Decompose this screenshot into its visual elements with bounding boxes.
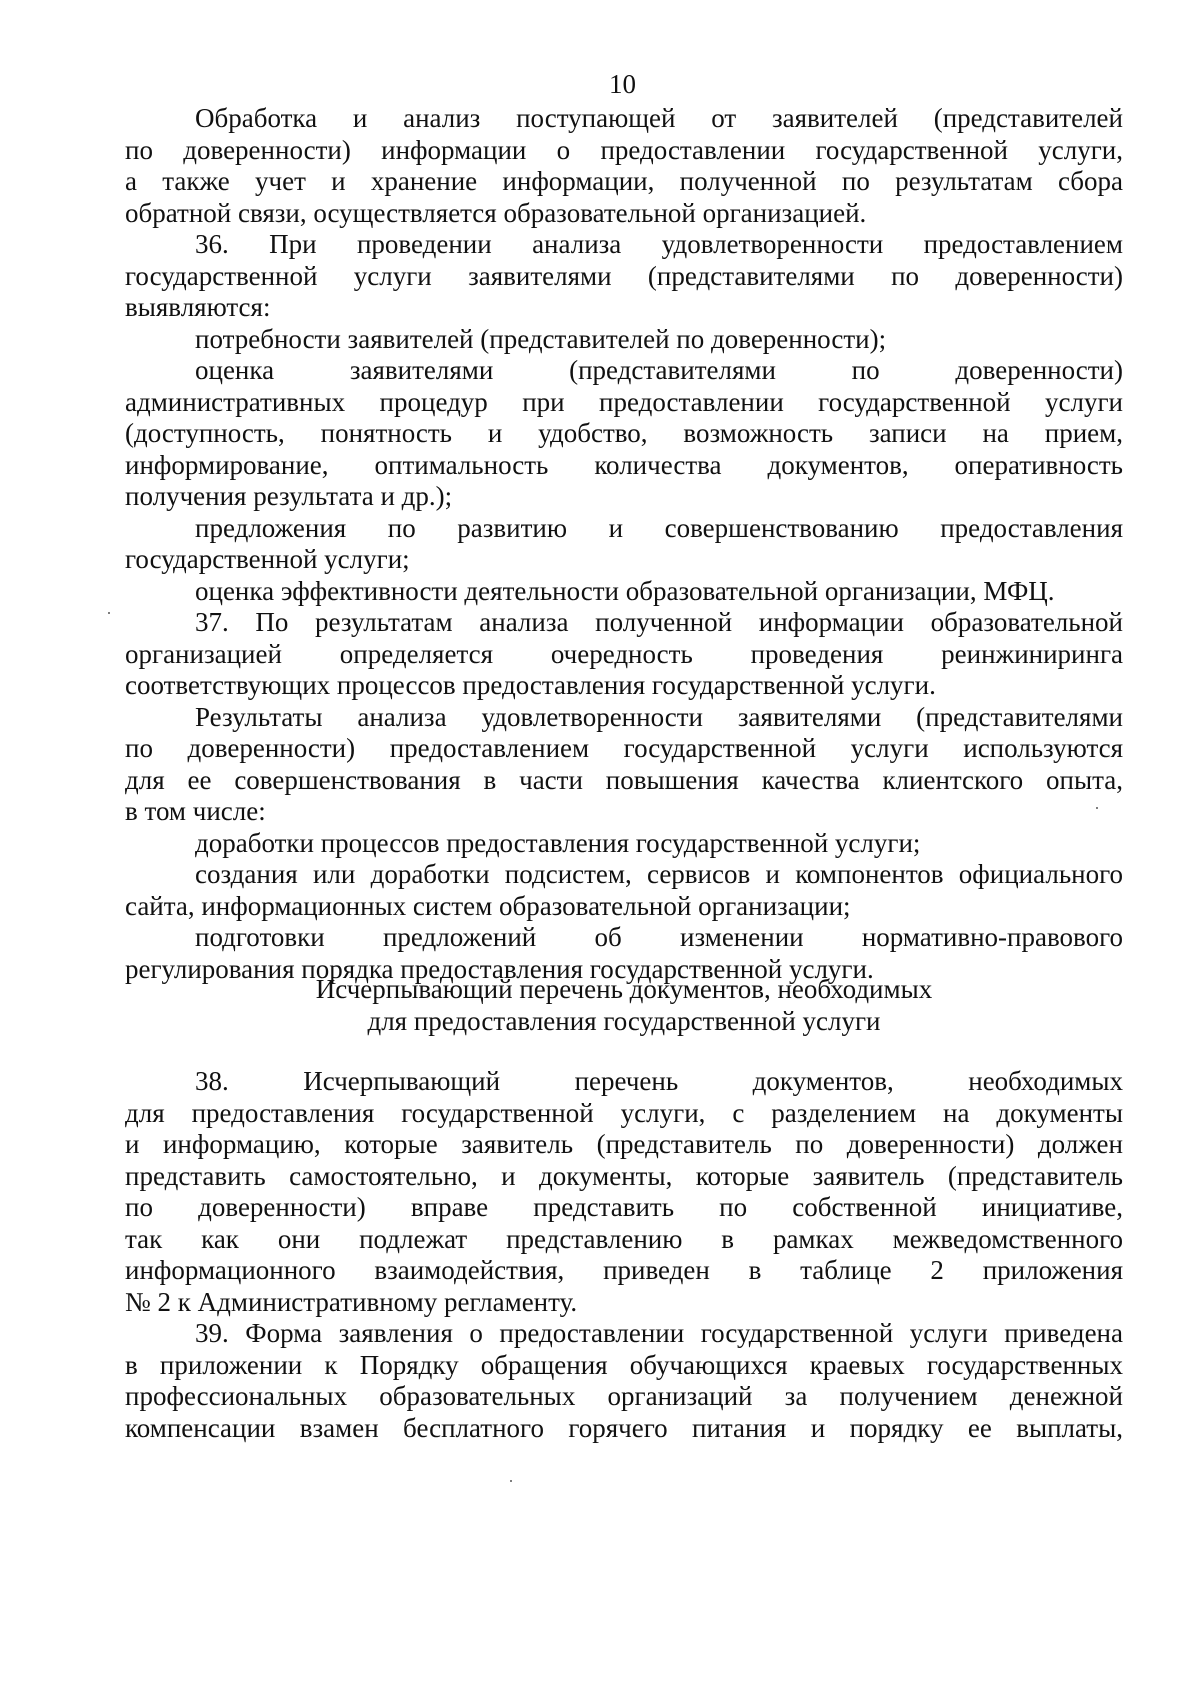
paragraph-line: 36. При проведении анализа удовлетворенности предоставлением — [195, 229, 1123, 259]
paragraph-line: информационного взаимодействия, приведен в таблице 2 приложения — [125, 1255, 1123, 1285]
paragraph-line: Результаты анализа удовлетворенности заявителями (представителями — [195, 701, 1123, 732]
page-number: 10 — [609, 69, 636, 99]
paragraph-line: для ее совершенствования в части повышения качества клиентского опыта, — [125, 764, 1123, 795]
body-text-block-2 — [125, 1066, 1123, 1444]
section-heading — [125, 974, 1123, 1037]
paragraph-line: организацией определяется очередность проведения реинжиниринга — [125, 638, 1123, 669]
paragraph-line: предложения по развитию и совершенствованию предоставления — [195, 512, 1123, 543]
paragraph-line: 38. Исчерпывающий перечень документов, необходимых — [195, 1066, 1123, 1096]
heading-line: для предоставления государственной услуги — [367, 1005, 881, 1036]
paragraph-line: № 2 к Административному регламенту. — [125, 1286, 578, 1317]
paragraph-line: так как они подлежат представлению в рамках межведомственного — [125, 1223, 1123, 1254]
paragraph-line: по доверенности) предоставлением государственной услуги используются — [125, 733, 1123, 763]
paragraph-line: профессиональных образовательных организаций за получением денежной — [125, 1381, 1123, 1411]
paragraph-line: государственной услуги; — [125, 544, 410, 574]
paragraph-line: создания или доработки подсистем, сервисов и компонентов официального — [195, 859, 1123, 889]
paragraph-line: доработки процессов предоставления государственной услуги; — [195, 827, 921, 858]
heading-line: Исчерпывающий перечень документов, необходимых — [315, 974, 933, 1004]
paragraph-line: представить самостоятельно, и документы, которые заявитель (представитель — [125, 1160, 1123, 1191]
paragraph-line: по доверенности) информации о предоставлении государственной услуги, — [125, 134, 1123, 165]
paragraph-line: потребности заявителей (представителей по доверенности); — [195, 323, 887, 354]
body-text-block-1 — [125, 103, 1123, 985]
paragraph-line: (доступность, понятность и удобство, возможность записи на прием, — [125, 418, 1123, 448]
paragraph-line: для предоставления государственной услуги, с разделением на документы — [125, 1097, 1123, 1128]
paragraph-line: выявляются: — [125, 292, 271, 322]
paragraph-line: компенсации взамен бесплатного горячего питания и порядку ее выплаты, — [125, 1412, 1123, 1443]
paragraph-line: Обработка и анализ поступающей от заявителей (представителей — [195, 103, 1123, 133]
scan-speck — [1096, 807, 1098, 809]
paragraph-line: получения результата и др.); — [125, 481, 453, 511]
paragraph-line: сайта, информационных систем образовательной организации; — [125, 890, 851, 921]
paragraph-line: 37. По результатам анализа полученной информации образовательной — [195, 607, 1123, 637]
paragraph-line: соответствующих процессов предоставления государственной услуги. — [125, 670, 936, 700]
paragraph-line: оценка заявителями (представителями по доверенности) — [195, 355, 1123, 385]
scan-speck — [108, 612, 110, 614]
scan-speck — [510, 1480, 512, 1482]
paragraph-line: оценка эффективности деятельности образовательной организации, МФЦ. — [195, 575, 1055, 606]
paragraph-line: подготовки предложений об изменении нормативно-правового — [195, 922, 1123, 952]
paragraph-line: а также учет и хранение информации, полученной по результатам сбора — [125, 166, 1123, 196]
paragraph-line: административных процедур при предоставлении государственной услуги — [125, 386, 1123, 417]
paragraph-line: обратной связи, осуществляется образовательной организацией. — [125, 197, 867, 228]
paragraph-line: информирование, оптимальность количества документов, оперативность — [125, 449, 1123, 480]
paragraph-line: в приложении к Порядку обращения обучающихся краевых государственных — [125, 1349, 1123, 1380]
paragraph-line: государственной услуги заявителями (представителями по доверенности) — [125, 260, 1123, 291]
paragraph-line: по доверенности) вправе представить по собственной инициативе, — [125, 1192, 1123, 1222]
paragraph-line: регулирования порядка предоставления государственной услуги. — [125, 953, 874, 984]
paragraph-line: 39. Форма заявления о предоставлении государственной услуги приведена — [195, 1318, 1123, 1348]
paragraph-line: и информацию, которые заявитель (представитель по доверенности) должен — [125, 1129, 1123, 1159]
paragraph-line: в том числе: — [125, 796, 266, 826]
